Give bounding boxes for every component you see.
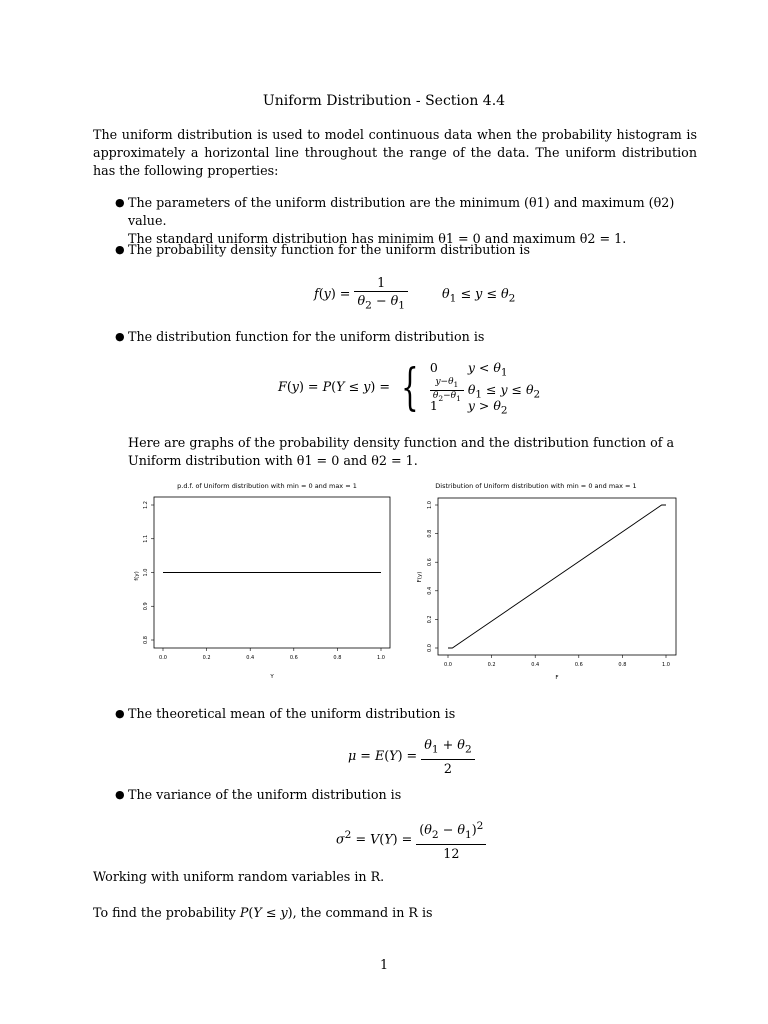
pdf-chart-ylabel: f(y): [134, 571, 140, 581]
pdf-xtick-label: 0.4: [246, 655, 255, 661]
pdf-ytick-label: 1.0: [143, 568, 149, 577]
cdf-ytick-label: 0.8: [427, 529, 433, 538]
intro-paragraph: The uniform distribution is used to model continuous data when the probability histogram is approximately a horizontal line throughout the range of the data. The uniform distribution has the following properties:: [93, 127, 697, 178]
pdf-chart-title: p.d.f. of Uniform distribution with min = 0 and max = 1: [177, 482, 357, 490]
bullet-marker: ●: [115, 243, 125, 256]
pdf-xtick-label: 1.0: [377, 655, 385, 661]
cdf-equation: F(y) = P(Y ≤ y) = { 0 $y < \theta_1$ $\frac{y-\theta_1}{\theta_2-\theta_1}$ $\theta_1 \le y \le \theta_2$ 1 $y > \theta_2$: [278, 357, 541, 417]
pdf-ytick-label: 1.2: [143, 501, 149, 509]
cdf-xtick-label: 0.6: [574, 662, 583, 668]
bullet-mean: The theoretical mean of the uniform distribution is: [128, 706, 456, 721]
bullet-marker: ●: [115, 788, 125, 801]
closing-line-2-prefix: To find the probability: [93, 905, 240, 920]
page-title: Uniform Distribution - Section 4.4: [262, 93, 506, 109]
pdf-equation: f(y) = $\frac{1}{\theta_2 - \theta_1}$ $\theta_1 \le y \le \theta_2$: [314, 275, 516, 312]
pdf-ytick-label: 1.1: [143, 534, 149, 543]
cdf-series-line: [448, 505, 666, 648]
cdf-xtick-label: 0.8: [618, 662, 627, 668]
pdf-xtick-label: 0.6: [289, 655, 298, 661]
bullet-marker: ●: [115, 707, 125, 720]
cdf-xtick-label: 1.0: [662, 662, 670, 668]
cdf-ytick-label: 1.0: [427, 501, 433, 509]
bullet-cdf: The distribution function for the uniform distribution is: [128, 329, 485, 344]
pdf-xtick-label: 0.0: [159, 655, 167, 661]
bullet-marker: ●: [115, 196, 125, 209]
mean-equation: μ = E(Y) = $\frac{\theta_1 + \theta_2}{2}$: [348, 736, 475, 777]
cdf-xtick-label: 0.0: [444, 662, 452, 668]
pdf-xtick-label: 0.8: [333, 655, 342, 661]
closing-line-2: To find the probability P(Y ≤ y), the command in R is: [93, 905, 433, 920]
cdf-xtick-label: 0.2: [487, 662, 496, 668]
cdf-xtick-label: 0.4: [531, 662, 540, 668]
pdf-ytick-label: 0.9: [143, 602, 149, 611]
bullet-parameters: [128, 194, 698, 248]
cdf-ytick-label: 0.4: [427, 586, 433, 595]
cdf-chart-title: Distribution of Uniform distribution with min = 0 and max = 1: [435, 482, 637, 490]
variance-equation: $\sigma^2 = V(Y)$ = $\frac{(\theta_2 - \theta_1)^2}{12}$: [336, 818, 486, 862]
bullet-marker: ●: [115, 330, 125, 343]
cdf-ytick-label: 0.2: [427, 615, 433, 624]
graphs-intro: Here are graphs of the probability density function and the distribution function of a Uniform distribution with θ1 = 0 and θ2 = 1.: [128, 435, 675, 468]
bullet-variance: The variance of the uniform distribution is: [128, 787, 402, 802]
cdf-ytick-label: 0.6: [427, 558, 433, 567]
closing-line-2-suffix: , the command in R is: [292, 905, 433, 920]
closing-line-1: Working with uniform random variables in R.: [93, 869, 385, 884]
page-number: 1: [379, 957, 389, 972]
bullet-parameters-line2: The standard uniform distribution has minimim θ1 = 0 and maximum θ2 = 1.: [128, 231, 627, 246]
bullet-parameters-line1: The parameters of the uniform distribution are the minimum (θ1) and maximum (θ2) value.: [128, 195, 675, 228]
bullet-pdf: The probability density function for the uniform distribution is: [128, 242, 530, 257]
pdf-chart-xlabel: Y: [270, 674, 274, 680]
pdf-ytick-label: 0.8: [143, 636, 149, 644]
pdf-chart: [128, 478, 398, 688]
pdf-xtick-label: 0.2: [202, 655, 211, 661]
cdf-chart-xlabel: F: [555, 675, 559, 681]
cdf-chart: [410, 478, 686, 688]
cdf-ytick-label: 0.0: [427, 644, 433, 652]
cdf-chart-ylabel: F(y): [417, 571, 423, 583]
